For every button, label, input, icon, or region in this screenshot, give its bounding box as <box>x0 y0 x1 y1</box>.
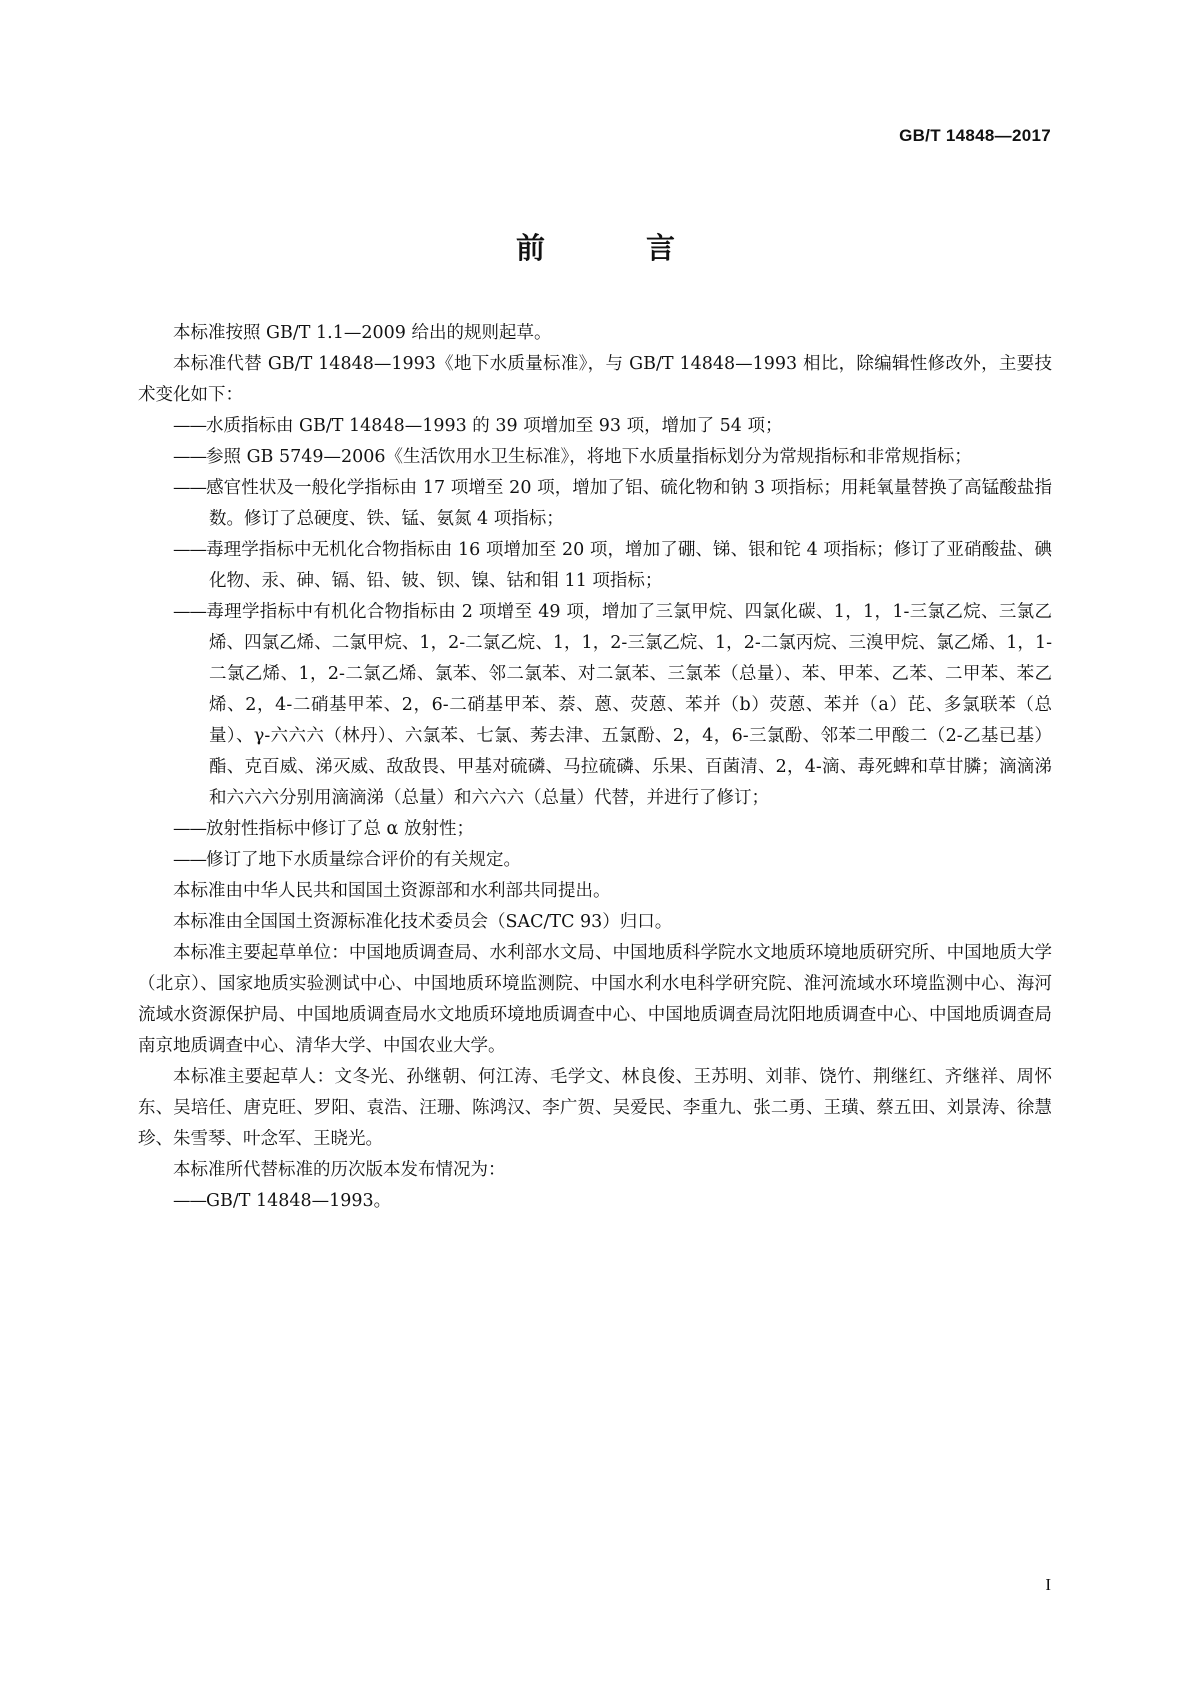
list-item <box>138 814 1052 845</box>
dash-marker: —— <box>173 447 206 467</box>
list-item-text: 水质指标由 GB/T 14848—1993 的 39 项增加至 93 项，增加了 54 项； <box>206 416 783 436</box>
paragraph-drafters: 本标准主要起草人：文冬光、孙继朝、何江涛、毛学文、林良俊、王苏明、刘菲、饶竹、荆继红、齐继祥、周怀东、吴培任、唐克旺、罗阳、袁浩、汪珊、陈鸿汉、李广贺、吴爱民、李重九、张二勇、王璜、蔡五田、刘景涛、徐慧珍、朱雪琴、叶念军、王晓光。 <box>138 1067 1052 1149</box>
standard-code: GB/T 14848—2017 <box>899 126 1051 145</box>
list-item-text: 感官性状及一般化学指标由 17 项增至 20 项，增加了铝、硫化物和钠 3 项指标；用耗氧量替换了高锰酸盐指数。修订了总硬度、铁、锰、氨氮 4 项指标； <box>206 478 1052 529</box>
list-item <box>138 845 1052 876</box>
history-item-text: GB/T 14848—1993。 <box>206 1191 392 1211</box>
list-item <box>138 597 1052 814</box>
paragraph-drafting-units: 本标准主要起草单位：中国地质调查局、水利部水文局、中国地质科学院水文地质环境地质研究所、中国地质大学（北京）、国家地质实验测试中心、中国地质环境监测院、中国水利水电科学研究院、淮河流域水环境监测中心、海河流域水资源保护局、中国地质调查局水文地质环境地质调查中心、中国地质调查局沈阳地质调查中心、中国地质调查局南京地质调查中心、清华大学、中国农业大学。 <box>138 943 1052 1056</box>
document-body <box>138 318 1052 1217</box>
paragraph-proposer: 本标准由中华人民共和国国土资源部和水利部共同提出。 <box>173 881 611 901</box>
paragraph-replacement: 本标准代替 GB/T 14848—1993《地下水质量标准》，与 GB/T 14848—1993 相比，除编辑性修改外，主要技术变化如下： <box>138 354 1052 405</box>
list-item-text: 参照 GB 5749—2006《生活饮用水卫生标准》，将地下水质量指标划分为常规指标和非常规指标； <box>206 447 972 467</box>
dash-marker: —— <box>173 478 206 498</box>
list-item-text: 放射性指标中修订了总 α 放射性； <box>206 819 474 839</box>
list-item <box>138 411 1052 442</box>
paragraph-history: 本标准所代替标准的历次版本发布情况为： <box>173 1160 506 1180</box>
list-item <box>138 535 1052 597</box>
paragraph-drafting-rules: 本标准按照 GB/T 1.1—2009 给出的规则起草。 <box>173 323 552 343</box>
dash-marker: —— <box>173 416 206 436</box>
list-item-text: 修订了地下水质量综合评价的有关规定。 <box>206 850 521 870</box>
list-item-text: 毒理学指标中无机化合物指标由 16 项增加至 20 项，增加了硼、锑、银和铊 4 项指标；修订了亚硝酸盐、碘化物、汞、砷、镉、铅、铍、钡、镍、钴和钼 11 项指标； <box>206 540 1052 591</box>
dash-marker: —— <box>173 540 206 560</box>
list-item <box>138 1186 1052 1217</box>
page-number: I <box>1045 1575 1051 1594</box>
list-item <box>138 473 1052 535</box>
page-title: 前 言 <box>515 231 711 265</box>
dash-marker: —— <box>173 602 206 622</box>
dash-marker: —— <box>173 1191 206 1211</box>
list-item <box>138 442 1052 473</box>
paragraph-committee: 本标准由全国国土资源标准化技术委员会（SAC/TC 93）归口。 <box>173 912 673 932</box>
dash-marker: —— <box>173 819 206 839</box>
dash-marker: —— <box>173 850 206 870</box>
list-item-text: 毒理学指标中有机化合物指标由 2 项增至 49 项，增加了三氯甲烷、四氯化碳、1，1，1-三氯乙烷、三氯乙烯、四氯乙烯、二氯甲烷、1，2-二氯乙烷、1，1，2-三氯乙烷、1，2-二氯丙烷、三溴甲烷、氯乙烯、1，1-二氯乙烯、1，2-二氯乙烯、氯苯、邻二氯苯、对二氯苯、三氯苯（总量）、苯、甲苯、乙苯、二甲苯、苯乙烯、2，4-二硝基甲苯、2，6-二硝基甲苯、萘、蒽、荧蒽、苯并（b）荧蒽、苯并（a）芘、多氯联苯（总量）、γ-六六六（林丹）、六氯苯、七氯、莠去津、五氯酚、2，4，6-三氯酚、邻苯二甲酸二（2-乙基已基）酯、克百威、涕灭威、敌敌畏、甲基对硫磷、马拉硫磷、乐果、百菌清、2，4-滴、毒死蜱和草甘膦；滴滴涕和六六六分别用滴滴涕（总量）和六六六（总量）代替，并进行了修订； <box>206 602 1052 808</box>
